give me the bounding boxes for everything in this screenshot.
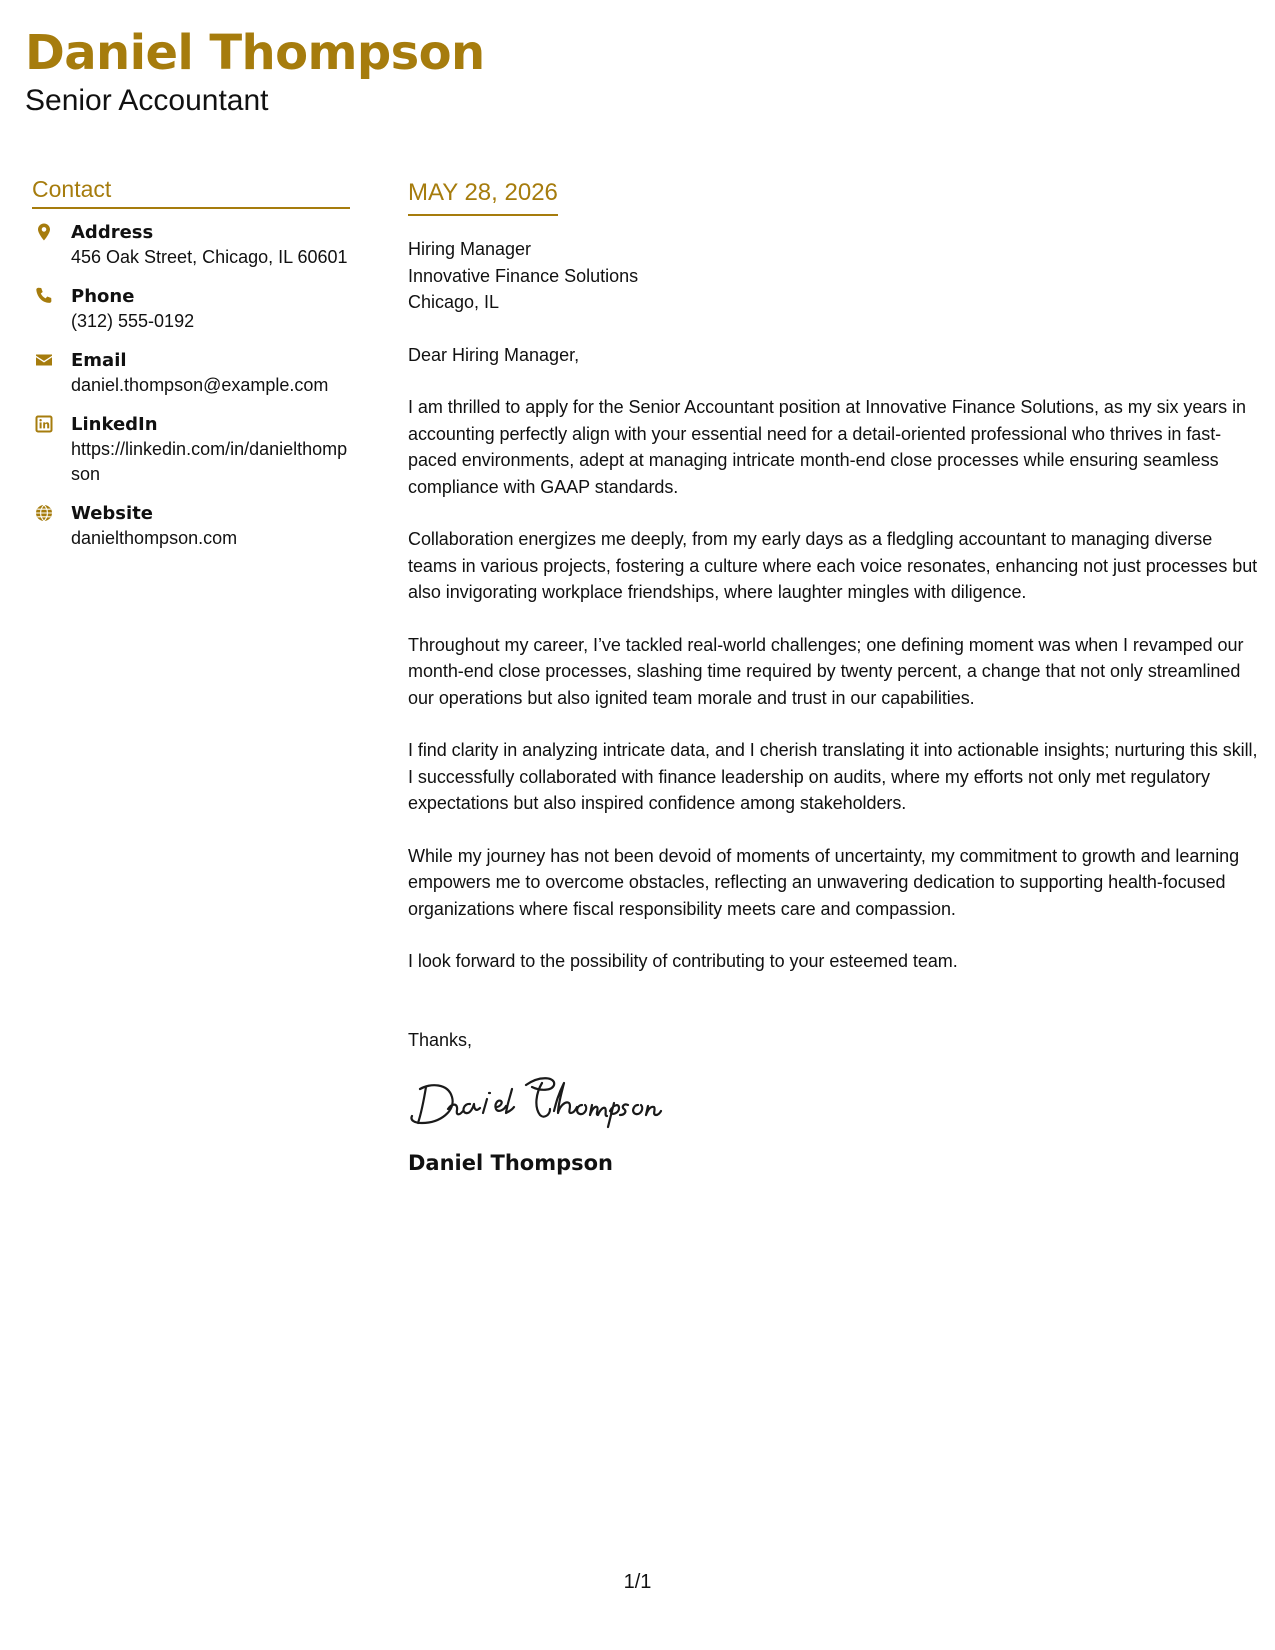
recipient-line: Hiring Manager [408,239,532,259]
website-value[interactable]: danielthompson.com [71,528,238,548]
contact-item-email [32,348,350,398]
salutation: Dear Hiring Manager, [408,344,580,365]
paragraph: I am thrilled to apply for the Senior Accountant position at Innovative Finance Solutions, as my six years in accounting perfectly align with your essential need for a detail-oriented professional who thrives in fast-paced environments, adept at managing intricate month-end close processes while ensuring seamless compliance with GAAP standards. [408,397,1246,497]
linkedin-value[interactable]: https://linkedin.com/in/danielthompson [71,439,348,484]
contact-item-website [32,501,350,551]
map-pin-icon [34,222,54,242]
contact-item-linkedin [32,412,350,487]
recipient-line: Chicago, IL [408,292,500,312]
recipient-line: Innovative Finance Solutions [408,265,639,286]
contact-heading: Contact [32,175,350,209]
email-label: Email [71,350,127,371]
applicant-name: Daniel Thompson [25,25,485,81]
applicant-role: Senior Accountant [25,84,269,117]
phone-icon [34,286,54,306]
letter-body [408,178,1258,1177]
closing: Thanks, [408,1029,473,1050]
header [25,22,485,118]
linkedin-label: LinkedIn [71,414,158,435]
signer-name: Daniel Thompson [408,1151,613,1175]
letter-date: MAY 28, 2026 [408,178,558,216]
contact-item-phone [32,284,350,334]
paragraph: Throughout my career, I’ve tackled real-world challenges; one defining moment was when I revamped our month-end close processes, slashing time required by twenty percent, a change that not only streamlined our operations but also ignited team morale and trust in our capabilities. [408,634,1244,708]
page-number: 1/1 [623,1571,652,1593]
email-value[interactable]: daniel.thompson@example.com [71,375,329,395]
phone-value[interactable]: (312) 555-0192 [71,311,195,331]
phone-label: Phone [71,286,135,307]
handwritten-signature [408,1071,678,1131]
address-value: 456 Oak Street, Chicago, IL 60601 [71,247,348,267]
paragraph: I look forward to the possibility of contributing to your esteemed team. [408,951,958,971]
paragraph: While my journey has not been devoid of moments of uncertainty, my commitment to growth and learning empowers me to overcome obstacles, reflecting an unwavering dedication to supporting health-focused organizations where fiscal responsibility meets care and compassion. [408,845,1240,919]
address-label: Address [71,222,154,243]
paragraph: I find clarity in analyzing intricate data, and I cherish translating it into actionable insights; nurturing this skill, I successfully collaborated with finance leadership on audits, where my efforts not only met regulatory expectations but also inspired confidence among stakeholders. [408,740,1258,813]
recipient-block [408,236,1258,316]
linkedin-icon [34,414,54,434]
globe-icon [34,503,54,523]
contact-item-address [32,220,350,270]
envelope-icon [34,350,54,370]
paragraph: Collaboration energizes me deeply, from my early days as a fledgling accountant to managing diverse teams in various projects, fostering a culture where each voice resonates, enhancing not just processes but also invigorating workplace friendships, where laughter mingles with diligence. [408,529,1258,602]
website-label: Website [71,503,154,524]
contact-sidebar [32,175,350,565]
